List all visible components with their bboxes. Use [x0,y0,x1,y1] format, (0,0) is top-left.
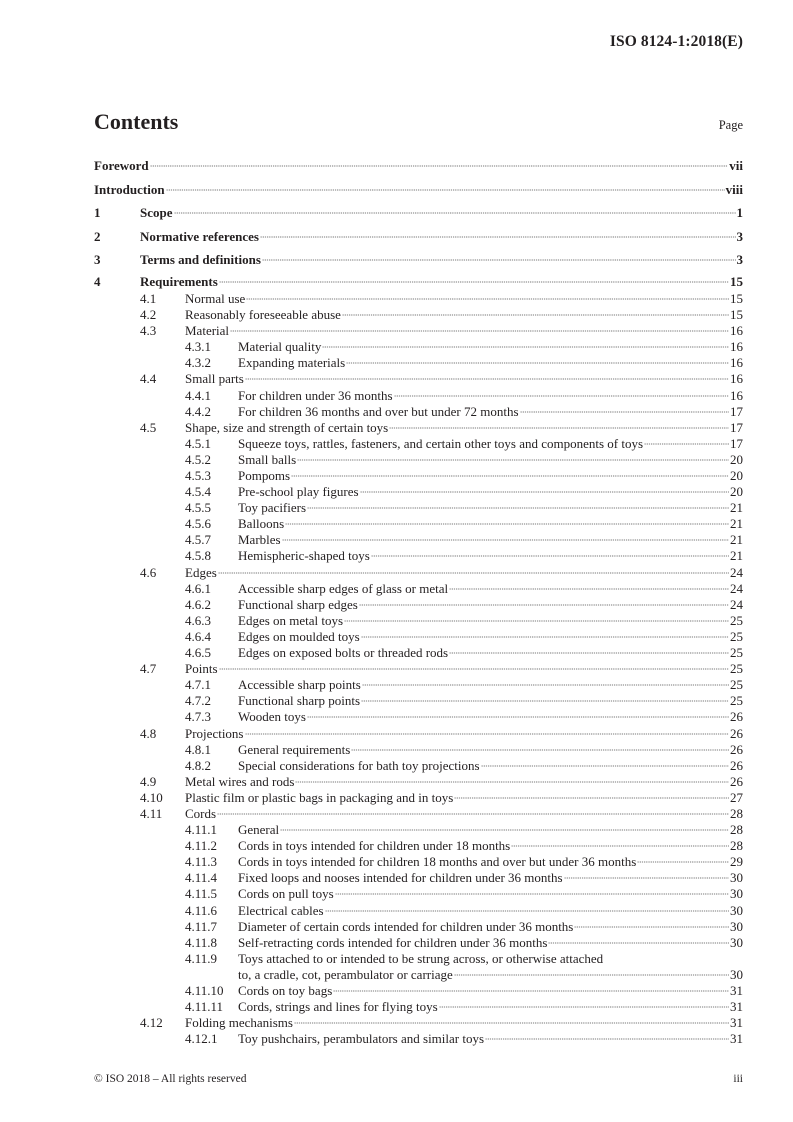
toc-entry-number: 4.5.4 [185,484,211,500]
toc-entry-title: Fixed loops and nooses intended for children under 36 months [238,870,563,886]
toc-entry-number: 4.5 [140,419,157,435]
toc-entry-page: 24 [730,596,743,612]
toc-entry-level-2[interactable] [94,774,743,790]
dot-leader [644,441,729,445]
toc-entry-page: 15 [730,290,743,306]
toc-entry-number: 4.11.11 [185,999,224,1015]
toc-entry-number: 4.11.2 [185,838,218,854]
toc-entry-number: 4.4.2 [185,403,211,419]
dot-leader [481,763,729,767]
toc-entry-level-3[interactable] [94,645,743,661]
toc-entry-number: 4.4 [140,371,157,387]
toc-entry-level-2[interactable] [94,726,743,742]
toc-entry-number: 4.5.2 [185,451,211,467]
toc-entry-number: 4.11.6 [185,902,218,918]
dot-leader [485,1036,729,1040]
toc-entry-number: 4.6.3 [185,612,211,628]
toc-entry-number: 4.10 [140,789,163,805]
table-of-contents [94,154,743,1047]
toc-entry-page: 30 [730,886,743,902]
toc-entry-title: Introduction [94,181,165,197]
toc-entry-title: Cords on toy bags [238,983,333,998]
toc-entry-title: Small balls [238,451,297,467]
toc-entry-title: Requirements [140,273,218,289]
toc-entry-page: 26 [730,725,743,741]
toc-entry-title: Functional sharp points [238,693,361,709]
toc-entry-number: 4.6.2 [185,596,211,612]
toc-entry-page: 3 [736,228,743,244]
toc-entry-top[interactable] [94,154,743,178]
toc-entry-top[interactable] [94,248,743,272]
toc-entry-top[interactable] [94,225,743,249]
toc-entry-page: 25 [730,628,743,644]
toc-entry-level-2[interactable] [94,420,743,436]
toc-entry-level-3[interactable] [94,404,743,420]
toc-entry-number: 4.6.4 [185,628,211,644]
toc-entry-number: 4.2 [140,307,157,323]
copyright-notice: © ISO 2018 – All rights reserved [94,1073,247,1085]
toc-entry-page: 21 [730,516,743,532]
toc-entry-level-3[interactable] [94,468,743,484]
dot-leader [335,891,729,895]
toc-entry-number: 4.11.1 [185,822,218,838]
toc-entry-number: 4.6 [140,564,157,580]
toc-entry-number: 4 [94,273,101,289]
toc-entry-top[interactable] [94,178,743,202]
toc-entry-title: Wooden toys [238,709,306,725]
toc-entry-number: 4.11.9 [185,950,218,966]
dot-leader [371,553,729,557]
toc-entry-number: 4.11.8 [185,934,218,950]
toc-entry-number: 4.5.8 [185,548,211,564]
dot-leader [217,811,729,815]
dot-leader [361,634,729,638]
toc-entry-title: Normative references [140,228,259,244]
toc-entry-page: 25 [730,693,743,709]
toc-entry-title: Shape, size and strength of certain toys [185,419,389,435]
toc-entry-page: 26 [730,741,743,757]
dot-leader [285,521,729,525]
toc-entry-title: Balloons [238,516,285,532]
toc-entry-title: Accessible sharp points [238,677,361,693]
toc-entry-title: Reasonably foreseeable abuse [185,307,341,323]
toc-entry-title: Material quality [238,339,322,355]
toc-entry-page: 16 [730,387,743,403]
toc-entry-page: 26 [730,709,743,725]
toc-entry-page: 25 [730,645,743,661]
toc-entry-page: 28 [730,838,743,854]
toc-entry-title: Edges [185,564,217,580]
toc-entry-level-3[interactable] [94,1031,743,1047]
toc-entry-number: 4.5.7 [185,532,211,548]
dot-leader [342,312,729,316]
dot-leader [359,602,729,606]
toc-entry-title: Cords in toys intended for children under 18 months [238,838,511,854]
dot-leader [360,489,729,493]
dot-leader [346,360,729,364]
toc-entry-number: 4.8.2 [185,757,211,773]
toc-entry-page: 30 [730,918,743,934]
toc-entry-number: 4.5.3 [185,468,211,483]
dot-leader [246,296,729,300]
toc-entry-title: Marbles [238,532,281,548]
toc-entry-title: Projections [185,725,244,741]
toc-entry-level-2[interactable] [94,790,743,806]
toc-entry-level-3[interactable] [94,597,743,613]
toc-entry-title: General [238,822,280,838]
toc-entry-title: Squeeze toys, rattles, fasteners, and certain other toys and components of toys [238,435,644,451]
toc-entry-page: 1 [736,205,743,221]
toc-entry-page: 17 [730,435,743,451]
toc-entry-page: 21 [730,500,743,516]
toc-entry-title: Expanding materials [238,355,346,371]
dot-leader [150,163,729,167]
toc-entry-title: Small parts [185,371,244,387]
toc-entry-level-2[interactable] [94,806,743,822]
toc-entry-level-3[interactable] [94,709,743,725]
dot-leader [333,988,729,992]
toc-entry-page: 25 [730,677,743,693]
toc-entry-page: 30 [730,934,743,950]
toc-entry-title: Material [185,323,230,339]
dot-leader [454,795,729,799]
toc-entry-title: Cords in toys intended for children 18 months and over but under 36 months [238,854,637,870]
toc-entry-level-3[interactable] [94,516,743,532]
toc-entry-title: Edges on moulded toys [238,628,360,644]
dot-leader [307,505,729,509]
toc-entry-title: Hemispheric-shaped toys [238,548,370,564]
toc-entry-page: 3 [736,252,743,268]
toc-entry-level-2[interactable] [94,1015,743,1031]
toc-entry-page: 27 [730,789,743,805]
toc-entry-number: 4.5.1 [185,435,211,451]
toc-entry-number: 4.11 [140,805,163,821]
toc-entry-number: 4.6.1 [185,580,211,596]
toc-entry-level-3[interactable] [94,758,743,774]
toc-entry-page: 25 [730,612,743,628]
toc-entry-page: 28 [730,822,743,838]
dot-leader [389,425,729,429]
toc-entry-level-2[interactable] [94,323,743,339]
toc-entry-number: 4.11.7 [185,918,218,934]
dot-leader [322,344,729,348]
document-id: ISO 8124-1:2018(E) [609,33,743,50]
dot-leader [439,1004,729,1008]
toc-entry-page: 15 [730,307,743,323]
toc-entry-level-3[interactable] [94,355,743,371]
toc-entry-level-3[interactable] [94,548,743,564]
toc-entry-title: Normal use [185,290,246,306]
toc-entry-title: Pompoms [238,468,291,483]
toc-entry-level-3[interactable] [94,903,743,919]
toc-entry-level-3[interactable] [94,854,743,870]
toc-entry-page: 28 [730,805,743,821]
dot-leader [362,682,729,686]
toc-entry-number: 4.8.1 [185,741,211,757]
toc-entry-number: 4.5.6 [185,516,211,532]
dot-leader [394,393,729,397]
toc-entry-level-3[interactable] [94,870,743,886]
dot-leader [219,279,729,283]
toc-entry-title: Toy pacifiers [238,500,307,516]
toc-entry-title: Edges on metal toys [238,612,344,628]
toc-entry-page: 31 [730,1031,743,1047]
toc-entry-page: 24 [730,564,743,580]
toc-entry-number: 4.12 [140,1015,163,1031]
toc-entry-title: For children under 36 months [238,387,393,403]
page-number: iii [733,1073,743,1085]
toc-entry-number: 4.7.3 [185,709,211,725]
toc-entry-page: 25 [730,661,743,677]
toc-entry-title-continued: to, a cradle, cot, perambulator or carriage [238,966,453,982]
toc-entry-title: Electrical cables [238,902,324,918]
toc-entry-number: 4.11.10 [185,983,224,998]
toc-entry-number: 4.3.2 [185,355,211,371]
toc-entry-number: 2 [94,228,101,244]
toc-entry-page: 29 [730,854,743,870]
toc-entry-level-3[interactable] [94,999,743,1015]
toc-entry-title: Diameter of certain cords intended for children under 36 months [238,918,574,934]
toc-entry-page: 16 [730,355,743,371]
dot-leader [245,376,729,380]
toc-entry-title: Cords, strings and lines for flying toys [238,999,438,1015]
toc-entry-number: 4.12.1 [185,1031,218,1047]
toc-entry-level-3[interactable] [94,822,743,838]
toc-entry-title: Metal wires and rods [185,773,295,789]
toc-entry-title: Terms and definitions [140,252,261,268]
toc-entry-level-3[interactable] [94,693,743,709]
toc-entry-title: Foreword [94,158,149,173]
toc-entry-level-2[interactable] [94,565,743,581]
toc-entry-page: 21 [730,532,743,548]
toc-entry-level-2[interactable] [94,307,743,323]
toc-entry-continuation[interactable] [94,967,743,983]
toc-entry-level-3[interactable] [94,935,743,951]
dot-leader [245,731,730,735]
toc-entry-level-3[interactable] [94,613,743,629]
toc-entry-page: 26 [730,773,743,789]
dot-leader [260,234,736,238]
toc-entry-title: Cords [185,805,217,821]
dot-leader [449,586,729,590]
toc-entry-number: 4.6.5 [185,645,211,661]
toc-entry-number: 4.11.5 [185,886,218,902]
toc-entry-level-3[interactable] [94,436,743,452]
toc-entry-level-3[interactable] [94,629,743,645]
toc-entry-level-2[interactable] [94,371,743,387]
toc-entry-title: Pre-school play figures [238,484,359,500]
toc-entry-title: For children 36 months and over but under 72 months [238,403,519,419]
toc-entry-page: 15 [730,273,743,289]
toc-entry-level-3[interactable] [94,677,743,693]
dot-leader [344,618,729,622]
dot-leader [351,747,729,751]
toc-entry-page: 26 [730,757,743,773]
toc-entry-page: 30 [730,966,743,982]
toc-entry-level-3[interactable] [94,919,743,935]
toc-entry-page: 24 [730,580,743,596]
toc-entry-number: 4.4.1 [185,387,211,403]
toc-entry-page: 21 [730,548,743,564]
toc-entry-number: 4.3.1 [185,339,211,355]
toc-entry-number: 4.7 [140,661,157,677]
toc-entry-level-3[interactable] [94,886,743,902]
toc-entry-page: 30 [730,870,743,886]
toc-entry-top[interactable] [94,272,743,291]
toc-entry-title: Edges on exposed bolts or threaded rods [238,645,449,661]
toc-entry-level-3[interactable] [94,388,743,404]
dot-leader [280,827,729,831]
dot-leader [294,1020,729,1024]
toc-entry-level-3[interactable] [94,742,743,758]
toc-entry-page: viii [725,181,743,197]
toc-entry-title: Plastic film or plastic bags in packaging and in toys [185,789,454,805]
toc-entry-title: Folding mechanisms [185,1015,293,1031]
dot-leader [361,698,729,702]
toc-entry-level-3[interactable] [94,532,743,548]
dot-leader [219,666,729,670]
dot-leader [548,940,729,944]
toc-entry-level-3[interactable] [94,500,743,516]
toc-entry-page: 31 [730,1015,743,1031]
toc-entry-number: 1 [94,205,101,221]
toc-entry-number: 4.7.1 [185,677,211,693]
toc-entry-title: Accessible sharp edges of glass or metal [238,580,449,596]
toc-entry-level-3[interactable] [94,484,743,500]
toc-entry-title: Special considerations for bath toy projections [238,757,480,773]
toc-entry-title: Scope [140,205,173,221]
toc-entry-level-3[interactable] [94,339,743,355]
toc-entry-page: 17 [730,419,743,435]
toc-entry-level-2[interactable] [94,291,743,307]
dot-leader [307,714,729,718]
dot-leader [230,328,729,332]
toc-entry-number: 4.8 [140,725,157,741]
dot-leader [454,972,729,976]
toc-entry-title: Cords on pull toys [238,886,334,902]
toc-entry-title: Toy pushchairs, perambulators and similar toys [238,1031,485,1047]
dot-leader [297,457,729,461]
dot-leader [637,859,729,863]
dot-leader [574,924,729,928]
toc-entry-page: 30 [730,902,743,918]
toc-entry-number: 4.5.5 [185,500,211,516]
dot-leader [166,187,725,191]
dot-leader [325,908,729,912]
toc-entry-level-3[interactable] [94,838,743,854]
toc-entry-level-3[interactable] [94,452,743,468]
toc-entry-number: 4.3 [140,323,157,339]
toc-entry-number: 4.11.3 [185,854,218,870]
toc-entry-level-3[interactable] [94,951,743,967]
dot-leader [520,409,729,413]
toc-entry-top[interactable] [94,201,743,225]
toc-entry-title: General requirements [238,741,351,757]
toc-entry-level-3[interactable] [94,983,743,999]
page-column-label: Page [718,118,743,132]
toc-entry-number: 4.1 [140,290,157,306]
dot-leader [295,779,729,783]
toc-entry-level-3[interactable] [94,581,743,597]
dot-leader [262,257,736,261]
dot-leader [291,473,729,477]
toc-entry-number: 4.9 [140,773,157,789]
toc-entry-title: Points [185,661,218,677]
toc-entry-page: 16 [730,339,743,355]
toc-entry-page: vii [729,158,743,173]
toc-entry-page: 17 [730,403,743,419]
toc-entry-page: 31 [730,999,743,1015]
toc-entry-level-2[interactable] [94,661,743,677]
toc-entry-page: 16 [730,371,743,387]
dot-leader [174,210,736,214]
dot-leader [218,570,729,574]
toc-entry-page: 16 [730,323,743,339]
dot-leader [449,650,729,654]
dot-leader [564,875,729,879]
toc-entry-page: 20 [730,484,743,500]
toc-entry-page: 31 [730,983,743,998]
toc-entry-title: Self-retracting cords intended for children under 36 months [238,934,548,950]
toc-entry-page: 20 [730,451,743,467]
toc-entry-page: 20 [730,468,743,483]
toc-entry-number: 4.11.4 [185,870,218,886]
toc-entry-number: 3 [94,252,101,268]
toc-entry-title: Toys attached to or intended to be strung across, or otherwise attached [238,950,604,966]
toc-entry-title: Functional sharp edges [238,596,358,612]
dot-leader [282,537,729,541]
page-title: Contents [94,109,179,134]
dot-leader [511,843,729,847]
toc-entry-number: 4.7.2 [185,693,211,709]
